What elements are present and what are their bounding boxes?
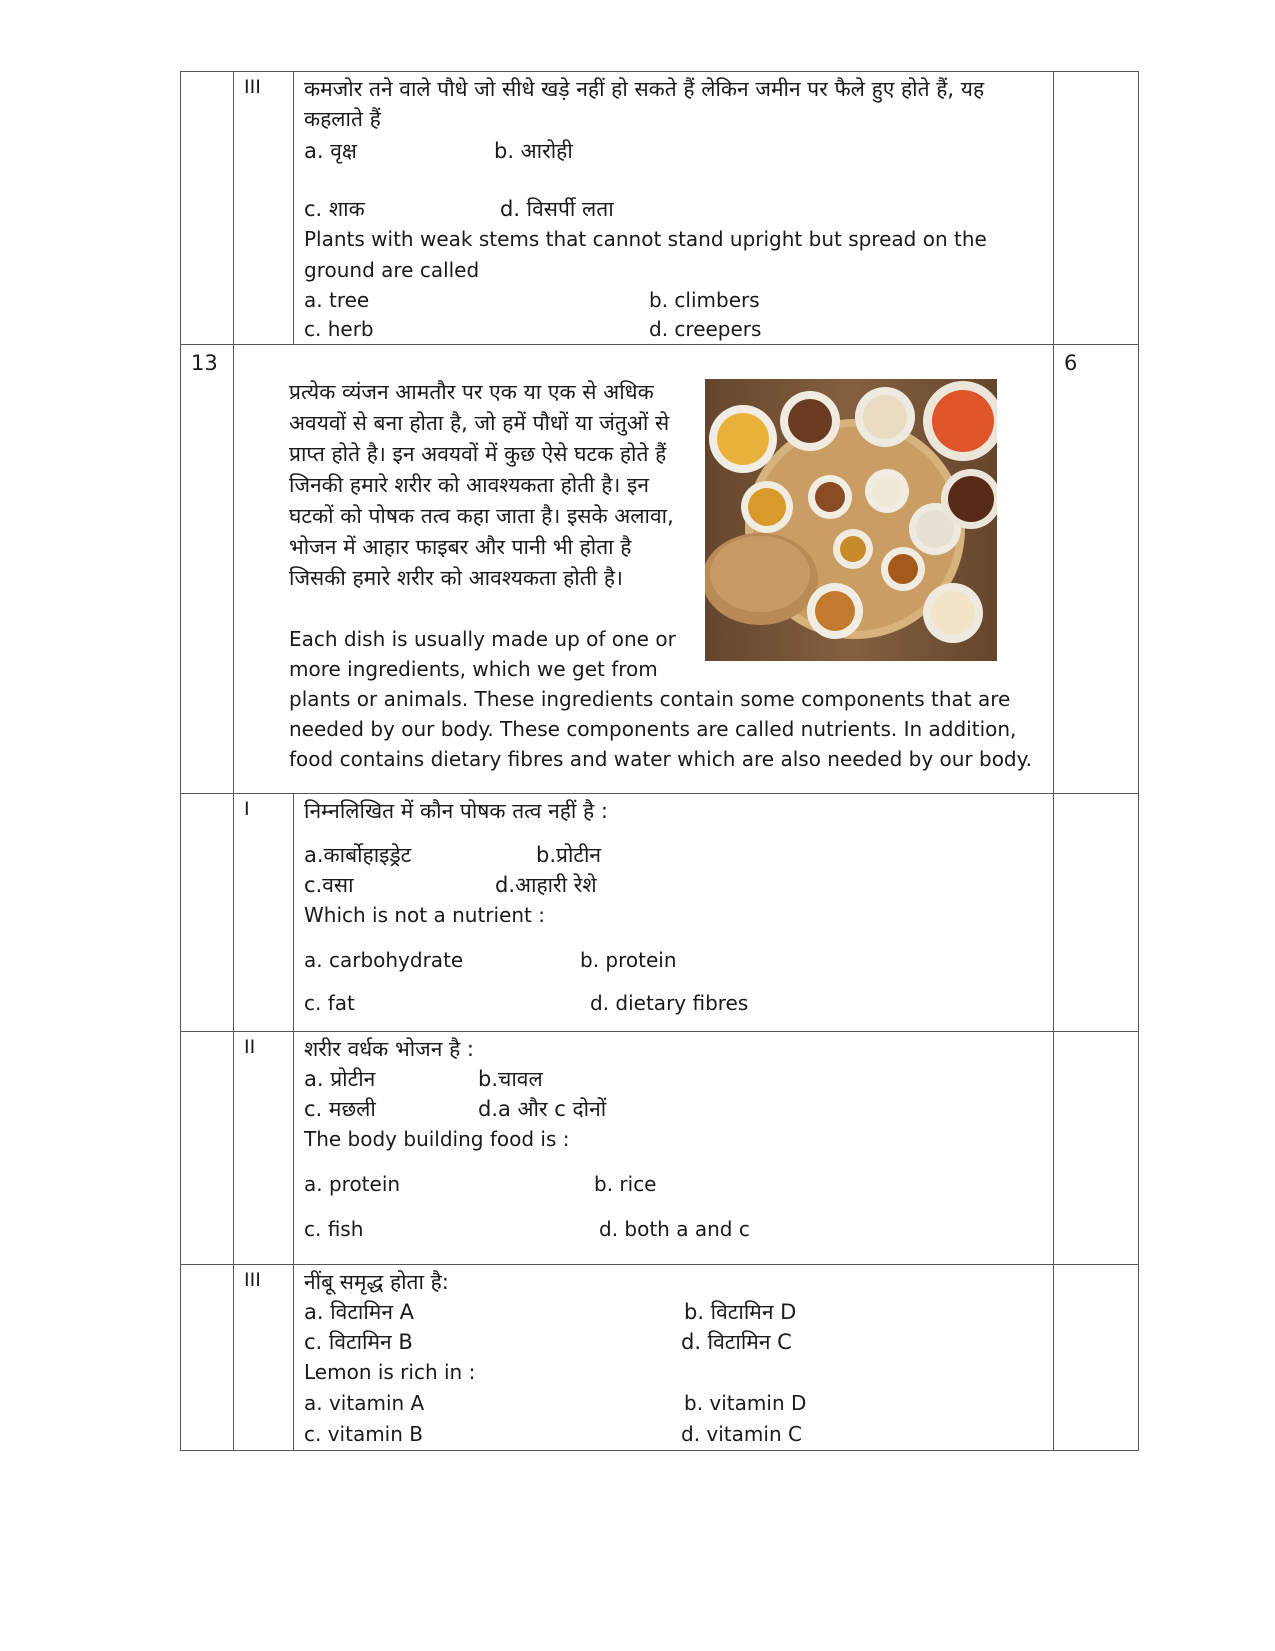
english-option-c: c. fish <box>304 1217 364 1241</box>
hindi-option-d: d. विटामिन C <box>681 1330 792 1354</box>
hindi-option-b: b.प्रोटीन <box>536 843 602 867</box>
sub-question-text <box>294 1265 1054 1451</box>
question-table <box>180 71 1139 1451</box>
hindi-option-c: c. शाक <box>304 197 365 221</box>
hindi-option-a: a. प्रोटीन <box>304 1067 376 1091</box>
english-option-c: c. vitamin B <box>304 1422 423 1446</box>
question-number: 13 <box>181 345 234 794</box>
english-question: Which is not a nutrient : <box>304 903 545 927</box>
question-number-cell <box>181 1032 234 1265</box>
english-option-a: a. tree <box>304 288 370 312</box>
hindi-question: कमजोर तने वाले पौधे जो सीधे खड़े नहीं हो सकते हैं लेकिन जमीन पर फैले हुए होते हैं, यह कहलाते हैं <box>304 77 985 131</box>
food-image-wrapper <box>705 379 997 661</box>
english-option-b: b. protein <box>580 948 677 972</box>
sub-question-number: I <box>234 794 294 1032</box>
q13-sub3-row <box>181 1265 1139 1451</box>
english-option-a: a. carbohydrate <box>304 948 464 972</box>
q12-sub3-row <box>181 72 1139 345</box>
marks: 6 <box>1054 345 1139 794</box>
english-option-c: c. herb <box>304 317 374 341</box>
hindi-option-d: d.a और c दोनों <box>478 1097 607 1121</box>
english-option-c: c. fat <box>304 991 355 1015</box>
sub-question-text <box>294 72 1054 345</box>
question-number-cell <box>181 794 234 1032</box>
q13-sub1-row <box>181 794 1139 1032</box>
hindi-option-d: d. विसर्पी लता <box>500 197 614 221</box>
marks-cell <box>1054 794 1139 1032</box>
english-option-d: d. both a and c <box>599 1217 750 1241</box>
passage-english: Each dish is usually made up of one or more ingredients, which we get from plants or animals. These ingredients contain some components that are needed by our body. These components are called nutrients. In addition, food contains dietary fibres and water which are also needed by our body. <box>289 627 1032 771</box>
hindi-question: निम्नलिखित में कौन पोषक तत्व नहीं है : <box>304 799 608 823</box>
sub-question-text <box>294 1032 1054 1265</box>
english-option-a: a. protein <box>304 1172 401 1196</box>
hindi-option-b: b.चावल <box>478 1067 543 1091</box>
english-option-d: d. creepers <box>649 317 762 341</box>
english-option-b: b. climbers <box>649 288 760 312</box>
hindi-option-c: c.वसा <box>304 873 354 897</box>
hindi-option-c: c. विटामिन B <box>304 1330 413 1354</box>
q13-sub2-row <box>181 1032 1139 1265</box>
food-thali-icon <box>705 379 997 661</box>
sub-question-number: III <box>234 72 294 345</box>
hindi-option-a: a.कार्बोहाइड्रेट <box>304 843 412 867</box>
sub-question-number: III <box>234 1265 294 1451</box>
english-question: The body building food is : <box>304 1127 570 1151</box>
marks-cell <box>1054 72 1139 345</box>
english-option-a: a. vitamin A <box>304 1391 425 1415</box>
passage-hindi: प्रत्येक व्यंजन आमतौर पर एक या एक से अधिक अवयवों से बना होता है, जो हमें पौधों या जंतुओं से प्राप्त होते है। इन अवयवों में कुछ ऐसे घटक होते हैं जिनकी हमारे शरीर को आवश्यकता होती है। इन घटकों को पोषक तत्व कहा जाता है। इसके अलावा, भोजन में आहार फाइबर और पानी भी होता है जिसकी हमारे शरीर को आवश्यकता होती है। <box>289 380 674 590</box>
english-option-b: b. rice <box>594 1172 657 1196</box>
food-thali-image <box>705 379 997 661</box>
english-option-d: d. vitamin C <box>681 1422 802 1446</box>
english-option-d: d. dietary fibres <box>590 991 749 1015</box>
hindi-option-b: b. विटामिन D <box>684 1300 797 1324</box>
english-question: Plants with weak stems that cannot stand upright but spread on the ground are called <box>304 227 987 282</box>
sub-question-number: II <box>234 1032 294 1265</box>
english-option-b: b. vitamin D <box>684 1391 807 1415</box>
hindi-option-b: b. आरोही <box>494 139 573 163</box>
question-number-cell <box>181 72 234 345</box>
hindi-question: शरीर वर्धक भोजन है : <box>304 1037 474 1061</box>
sub-question-text <box>294 794 1054 1032</box>
hindi-option-a: a. विटामिन A <box>304 1300 415 1324</box>
q13-passage-row <box>181 345 1139 794</box>
hindi-question: नींबू समृद्ध होता है: <box>304 1270 449 1294</box>
passage-cell <box>234 345 1054 794</box>
marks-cell <box>1054 1032 1139 1265</box>
english-question: Lemon is rich in : <box>304 1360 476 1384</box>
question-number-cell <box>181 1265 234 1451</box>
hindi-option-d: d.आहारी रेशे <box>495 873 597 897</box>
marks-cell <box>1054 1265 1139 1451</box>
hindi-option-a: a. वृक्ष <box>304 139 357 163</box>
hindi-option-c: c. मछली <box>304 1097 376 1121</box>
